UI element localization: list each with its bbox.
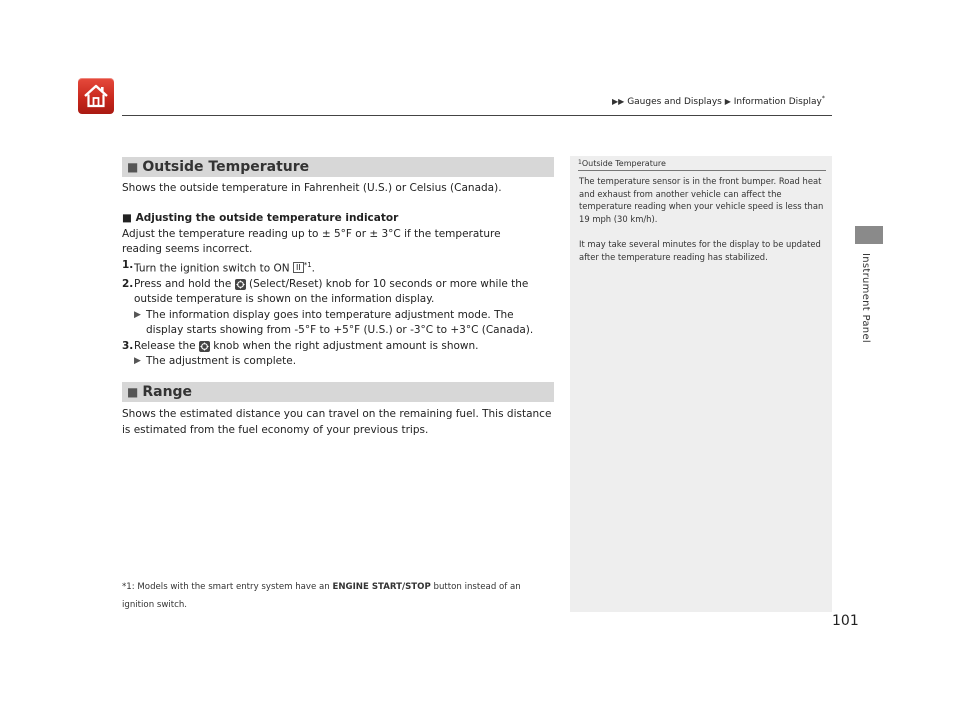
select-reset-knob-icon	[235, 279, 246, 290]
section-title: Range	[142, 384, 193, 400]
result-arrow-icon: ▶	[134, 356, 141, 366]
note-ref-number: 1	[578, 159, 582, 166]
section-heading-range	[122, 382, 554, 402]
ignition-on-key-icon: II	[293, 262, 304, 273]
section-heading-outside-temperature	[122, 157, 554, 177]
breadcrumb	[612, 95, 825, 107]
note-heading: $^1$Outside Temperature	[578, 159, 666, 168]
step-3-result: ▶ The adjustment is complete.	[122, 354, 554, 370]
page-number: 101	[832, 613, 859, 629]
footnote: *1: Models with the smart entry system have an ENGINE START/STOP button instead of an ignition switch.	[122, 582, 521, 610]
square-bullet-icon: ■	[127, 160, 139, 174]
header-divider	[122, 115, 832, 116]
sub-intro: Adjust the temperature reading up to ± 5°F or ± 3°C if the temperature reading seems incorrect.	[122, 227, 501, 255]
outside-temp-intro: Shows the outside temperature in Fahrenheit (U.S.) or Celsius (Canada).	[122, 182, 502, 194]
step-2: 2. Press and hold the (Select/Reset) knob for 10 seconds or more while the outside temperature is shown on the information display.	[122, 277, 529, 305]
result-arrow-icon: ▶	[134, 309, 141, 320]
sub-heading: ■ Adjusting the outside temperature indicator	[122, 212, 399, 224]
note-paragraph: It may take several minutes for the display to be updated after the temperature reading has stabilized.	[579, 238, 821, 262]
breadcrumb-item-gauges[interactable]: Gauges and Displays	[627, 97, 722, 107]
home-button[interactable]	[78, 78, 114, 114]
chapter-tab[interactable]	[855, 226, 883, 244]
step-2-result: ▶ The information display goes into temperature adjustment mode. The display starts showing from -5°F to +5°F (U.S.) or -3°C to +3°C (Canada).	[122, 308, 554, 339]
square-bullet-icon: ■	[127, 385, 139, 399]
adjust-procedure	[122, 211, 554, 370]
step-3: 3. Release the knob when the right adjustment amount is shown.	[122, 339, 479, 352]
breadcrumb-item-info-display[interactable]: Information Display	[733, 97, 822, 107]
select-reset-knob-icon	[199, 341, 210, 352]
range-text: Shows the estimated distance you can travel on the remaining fuel. This distance is estimated from the fuel economy of your previous trips.	[122, 408, 552, 436]
note-body	[579, 175, 825, 263]
home-icon	[83, 84, 109, 108]
note-divider	[578, 170, 826, 171]
square-bullet-icon: ■	[122, 212, 136, 224]
breadcrumb-arrow-icon: ▶▶	[612, 97, 625, 106]
section-title: Outside Temperature	[142, 159, 310, 175]
breadcrumb-mark: *	[821, 95, 825, 102]
chapter-label: Instrument Panel	[860, 253, 871, 343]
step-1: 1. Turn the ignition switch to ON II $^{*1}$.	[122, 258, 316, 274]
note-paragraph: The temperature sensor is in the front bumper. Road heat and exhaust from another vehicle can affect the temperature reading when your vehicle speed is less than 19 mph (30 km/h).	[579, 176, 824, 224]
breadcrumb-arrow-icon: ▶	[724, 97, 731, 106]
